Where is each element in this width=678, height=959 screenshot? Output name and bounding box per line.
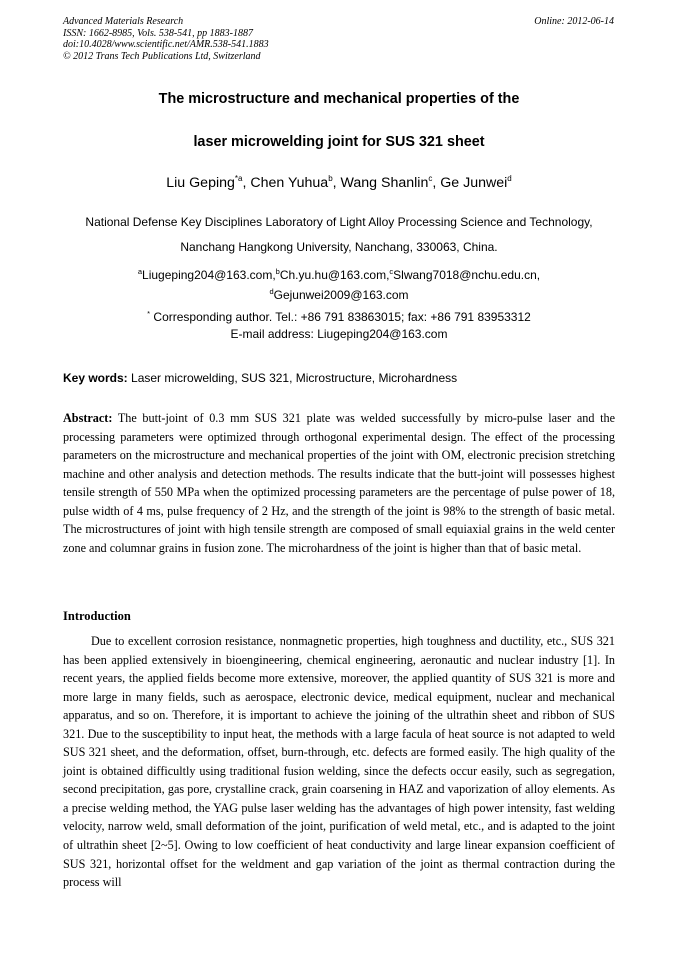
author-separator: , (332, 175, 341, 191)
corresponding-author (0, 310, 678, 324)
author-affiliation-mark: d (507, 174, 512, 183)
copyright-line: © 2012 Trans Tech Publications Ltd, Switzerland (63, 50, 261, 62)
author-affiliation-mark: b (328, 174, 333, 183)
running-header (63, 16, 269, 62)
keywords-label: Key words: (63, 371, 128, 385)
email-mark: d (269, 287, 274, 296)
email-mark: c (389, 267, 394, 276)
paper-title-line-2: laser microwelding joint for SUS 321 sheet (193, 134, 485, 150)
affiliation-line-2: Nanchang Hangkong University, Nanchang, 330063, China. (180, 240, 498, 254)
section-heading-introduction: Introduction (63, 609, 131, 623)
abstract-label: Abstract: (63, 411, 113, 425)
issn-line: ISSN: 1662-8985, Vols. 538-541, pp 1883-1887 (63, 27, 253, 39)
author-separator: , (242, 175, 251, 191)
email-link[interactable]: Slwang7018@nchu.edu.cn, (393, 268, 541, 282)
keywords (63, 371, 457, 385)
corresponding-mark: * (147, 309, 151, 318)
email-link[interactable]: Ch.yu.hu@163.com, (279, 268, 390, 282)
online-date: Online: 2012-06-14 (534, 16, 614, 27)
author-name: Liu Geping (166, 175, 235, 191)
author-name: Ge Junwei (440, 175, 508, 191)
affiliation-line-1: National Defense Key Disciplines Laboratory of Light Alloy Processing Science and Technology, (85, 215, 593, 229)
author-name: Chen Yuhua (250, 175, 329, 191)
email-link[interactable]: Gejunwei2009@163.com (273, 288, 409, 302)
corresponding-text: Corresponding author. Tel.: +86 791 83863015; fax: +86 791 83953312 (150, 310, 531, 324)
author-list (0, 175, 678, 191)
author-separator: , (432, 175, 441, 191)
abstract-text: The butt-joint of 0.3 mm SUS 321 plate was welded successfully by micro-pulse laser and the processing parameters were optimized through orthogonal experimental design. The effect of the processing parameters on the microstructure and mechanical properties of the joint with OM, electronic precision stretching machine and other analysis and detection methods. The results indicate that the butt-joint will possesses highest tensile strength of 550 MPa when the optimized processing parameters are the percentage of pulse power of 18, pulse width of 4 ms, pulse frequency of 2 Hz, and the strength of the joint is 98% to the strength of basic metal. The microstructures of joint with high tensile strength are composed of small equiaxial grains in the weld center zone and columnar grains in fusion zone. The microhardness of the joint is higher than that of basic metal. (63, 411, 615, 555)
introduction-paragraph: Due to excellent corrosion resistance, nonmagnetic properties, high toughness and ductility, etc., SUS 321 has been applied extensively in bioengineering, chemical engineering, aeronautic and nuclear industry [1]. In recent years, the applied fields become more extensive, moreover, the applied quantity of SUS 321 is more and more large in many fields, such as aerospace, electronic device, medical equipment, nuclear and mechanical apparatus, and so on. Therefore, it is important to achieve the joining of the ultrathin sheet and ribbon of SUS 321. Due to the susceptibility to input heat, the methods with a large facula of heat source is not adapted to weld SUS 321 sheet, and the deformation, offset, burn-through, etc. defects are formed easily. The high quality of the joint is obtained difficultly using traditional fusion welding, since the defects occur easily, such as segregation, second precipitation, gas pore, crystalline crack, grain coarsening in HAZ and vaporization of alloy elements. As a precise welding method, the YAG pulse laser welding has the advantages of high power intensity, fast welding velocity, narrow weld, small deformation of the joint, purification of weld metal, etc., and is adapted to the joint of ultrathin sheet [2~5]. Owing to low coefficient of heat conductivity and large linear expansion coefficient of SUS 321, horizontal offset for the weldment and gap variation of the joint as thermal contraction during the process will (63, 634, 615, 890)
journal-name: Advanced Materials Research (63, 16, 184, 27)
contact-email: E-mail address: Liugeping204@163.com (230, 327, 448, 341)
paper-title-line-1: The microstructure and mechanical properties of the (158, 91, 520, 107)
email-mark: a (137, 267, 143, 276)
keywords-text: Laser microwelding, SUS 321, Microstructure, Microhardness (127, 371, 458, 385)
email-mark: b (275, 267, 280, 276)
doi-line: doi:10.4028/www.scientific.net/AMR.538-541.1883 (63, 39, 269, 50)
abstract (63, 409, 615, 557)
author-emails-2 (0, 288, 678, 302)
email-link[interactable]: Liugeping204@163.com, (142, 268, 276, 282)
author-affiliation-mark: c (428, 174, 433, 183)
author-affiliation-mark: *a (234, 174, 243, 183)
author-name: Wang Shanlin (340, 175, 429, 191)
author-emails (0, 268, 678, 282)
